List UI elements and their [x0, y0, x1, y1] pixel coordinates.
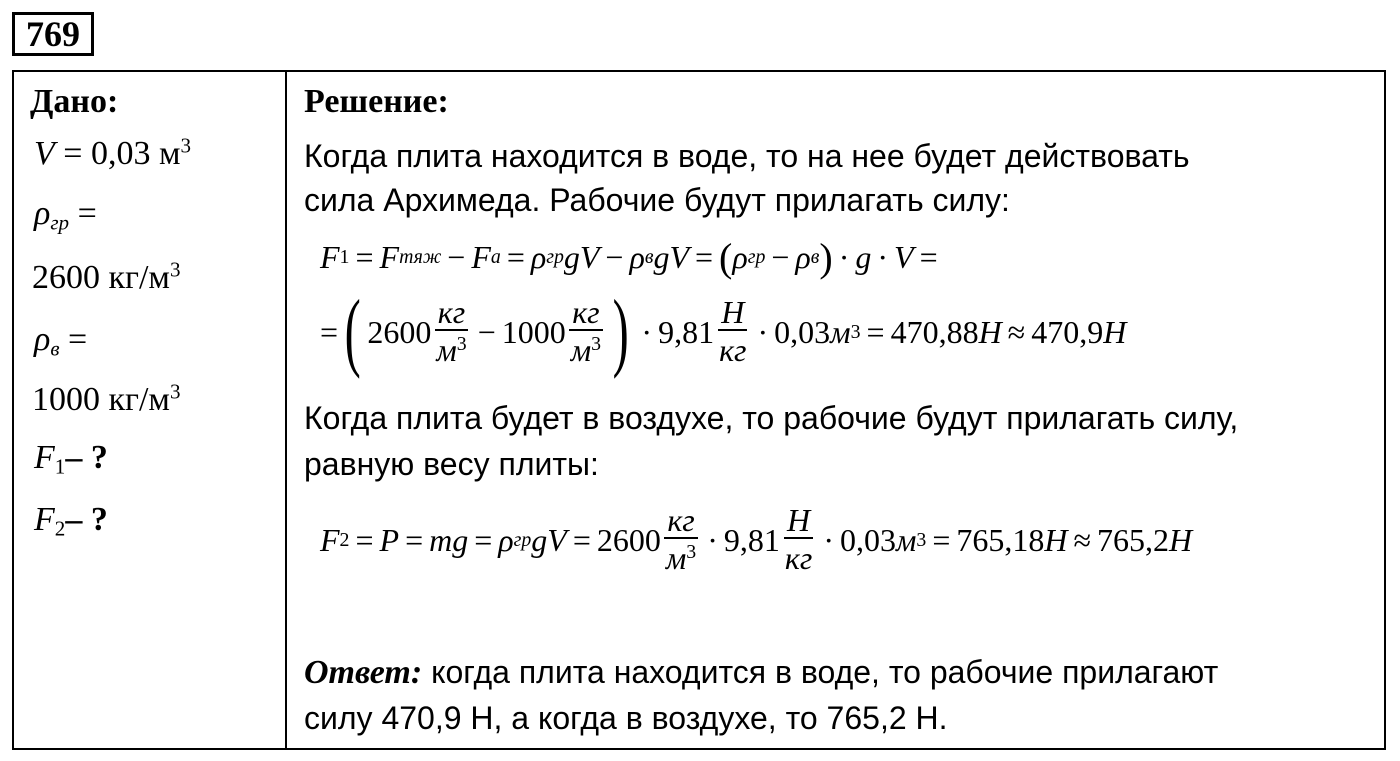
answer-line-1: Ответ: когда плита находится в воде, то рабочие прилагают	[304, 654, 1219, 691]
equation-2: F 2 = P = mg = ρ гр gV = 2600 $\frac{кг}{м^3}$ · 9,81 $\frac{Н}{кг}$ · 0,03 м 3 = 765,18 Н ≈ 765,2 Н	[320, 502, 1193, 576]
given-heading: Дано:	[30, 83, 119, 120]
equation-1-line-1: F 1 = F тяж − F а = ρ гр gV − ρ в gV = ( ρ гр − ρ в ) · g · V =	[320, 234, 938, 280]
answer-line-2: силу 470,9 Н, а когда в воздухе, то 765,2 Н.	[304, 700, 948, 736]
problem-table	[12, 70, 1386, 750]
answer-label: Ответ:	[304, 654, 423, 691]
fraction-n-per-kg: $\frac{Н}{кг}$	[719, 294, 747, 368]
given-volume: V = 0,03 $м^3$	[34, 133, 192, 172]
fraction-n-per-kg: $\frac{Н}{кг}$	[784, 502, 813, 576]
given-f1: $F_1-$ ?	[34, 439, 108, 479]
given-f2: $F_2-$ ?	[34, 501, 108, 541]
solution-paragraph-2-line-1: Когда плита будет в воздухе, то рабочие будут прилагать силу,	[304, 400, 1239, 436]
fraction-kg-per-m3: $\frac{кг}{м^3}$	[665, 502, 697, 576]
fraction-kg-per-m3: $\frac{кг}{м^3}$	[436, 294, 467, 368]
given-rho-water: $\rho_в$ =	[34, 321, 88, 361]
solution-paragraph-1-line-2: сила Архимеда. Рабочие будут прилагать силу:	[304, 182, 1010, 218]
problem-number: 769	[12, 12, 94, 56]
solution-paragraph-2-line-2: равную весу плиты:	[304, 446, 599, 482]
solution-heading: Решение:	[304, 83, 449, 120]
fraction-kg-per-m3: $\frac{кг}{м^3}$	[570, 294, 602, 368]
given-rho-granite-value: 2600 $кг/м^3$	[32, 257, 181, 296]
column-divider	[285, 70, 287, 750]
solution-paragraph-1-line-1: Когда плита находится в воде, то на нее будет действовать	[304, 138, 1190, 174]
equation-1-line-2: = ( 2600 $\frac{кг}{м^3}$ − 1000 $\frac{кг}{м^3}$ ) · 9,81 $\frac{Н}{кг}$ · 0,03 м 3 = 470,88 Н ≈ 470,9 Н	[320, 283, 1127, 380]
given-rho-water-value: 1000 $кг/м^3$	[32, 379, 181, 418]
given-rho-granite: $\rho_{гр}$ =	[34, 195, 97, 235]
